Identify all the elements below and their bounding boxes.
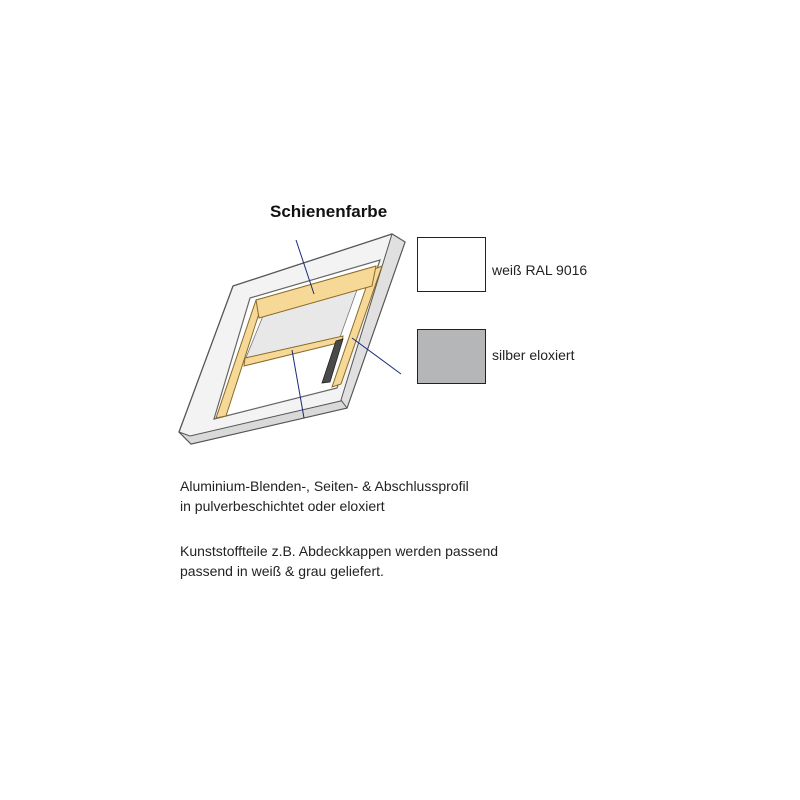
description-line: Kunststoffteile z.B. Abdeckkappen werden passend xyxy=(180,543,499,559)
diagram-title: Schienenfarbe xyxy=(270,202,388,221)
swatch-label-silver: silber eloxiert xyxy=(492,347,575,363)
description-line: in pulverbeschichtet oder eloxiert xyxy=(180,498,385,514)
description-paragraph-2 xyxy=(180,541,498,581)
description-line: passend in weiß & grau geliefert. xyxy=(180,563,384,579)
swatch-silver xyxy=(417,329,486,384)
swatch-white xyxy=(417,237,486,292)
description-line: Aluminium-Blenden-, Seiten- & Abschlussprofil xyxy=(180,478,469,494)
swatch-label-white: weiß RAL 9016 xyxy=(492,262,588,278)
description-paragraph-1 xyxy=(180,476,469,516)
